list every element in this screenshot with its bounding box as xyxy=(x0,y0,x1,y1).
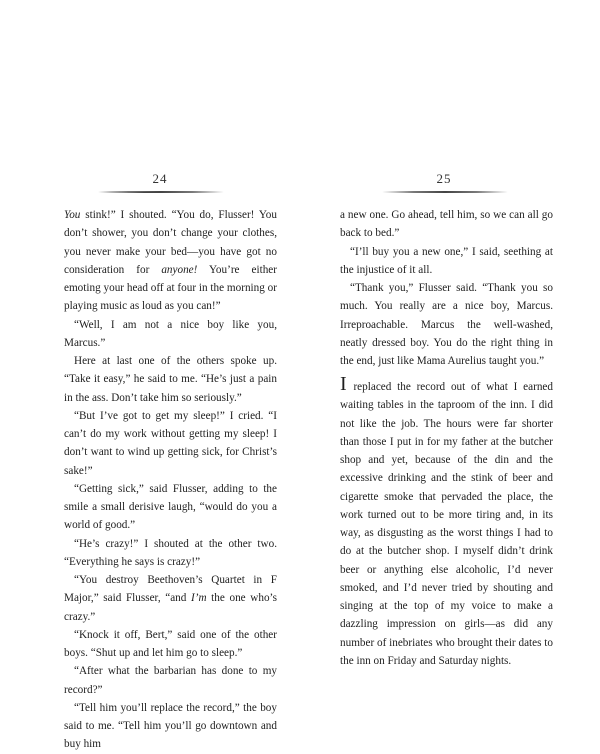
paragraph: Here at last one of the others spoke up. “Take it easy,” he said to me. “He’s just a pain in the ass. Don’t take him so seriously.” xyxy=(64,355,277,404)
right-page xyxy=(300,0,600,750)
left-page xyxy=(0,0,300,750)
paragraph: “But I’ve got to get my sleep!” I cried. “I can’t do my work without getting my sleep! I don’t want to wind up getting sick, for Christ’s sake!” xyxy=(64,409,277,477)
page-number: 24 xyxy=(152,171,168,186)
paragraph: “Well, I am not a nice boy like you, Marcus.” xyxy=(64,318,277,349)
paragraph: “Thank you,” Flusser said. “Thank you so much. You really are a nice boy, Marcus. Irreproachable. Marcus the well-washed, neatly dressed boy. You do the right thing in the end, just like Mama Aurelius taught you.” xyxy=(340,282,553,367)
folio-rule xyxy=(382,190,508,194)
paragraph: You stink!” I shouted. “You do, Flusser! You don’t shower, you don’t change your clothes, you never make your bed—you have got no consideration for anyone! You’re either emoting your head off at four in the morning or playing music as loud as you can!” xyxy=(64,209,277,313)
paragraph: “You destroy Beethoven’s Quartet in F Major,” said Flusser, “and I’m the one who’s crazy.” xyxy=(64,574,277,623)
paragraph: a new one. Go ahead, tell him, so we can all go back to bed.” xyxy=(340,209,553,240)
paragraph: “He’s crazy!” I shouted at the other two. “Everything he says is crazy!” xyxy=(64,537,277,568)
paragraph: “I’ll buy you a new one,” I said, seething at the injustice of it all. xyxy=(340,245,553,276)
body-text xyxy=(340,206,553,370)
drop-cap: I xyxy=(340,373,347,395)
paragraph: “After what the barbarian has done to my record?” xyxy=(64,665,277,696)
page-number: 25 xyxy=(436,171,452,186)
body-text xyxy=(64,206,277,754)
paragraph: I replaced the record out of what I earned waiting tables in the taproom of the inn. I did not like the job. The hours were far shorter than those I put in for my father at the butcher shop and yet, because of the din and the excessive drinking and the stink of beer and cigarette smoke that pervaded the place, the work turned out to be more tiring and, in its way, as disgusting as the worst things I had to do at the butcher shop. I myself didn’t drink beer or anything else alcoholic, I’d never smoked, and I’d never tried by shouting and singing at the top of my voice to make a dazzling impression on girls—as did any number of inebriates who brought their dates to the inn on Friday and Saturday nights. xyxy=(340,373,553,667)
paragraph: “Knock it off, Bert,” said one of the other boys. “Shut up and let him go to sleep.” xyxy=(64,628,277,659)
paragraph: “Getting sick,” said Flusser, adding to the smile a small derisive laugh, “would do you a world of good.” xyxy=(64,482,277,532)
section-text xyxy=(340,373,553,670)
paragraph: “Tell him you’ll replace the record,” the boy said to me. “Tell him you’ll go downtown and buy him xyxy=(64,701,277,751)
folio-rule xyxy=(98,190,224,194)
